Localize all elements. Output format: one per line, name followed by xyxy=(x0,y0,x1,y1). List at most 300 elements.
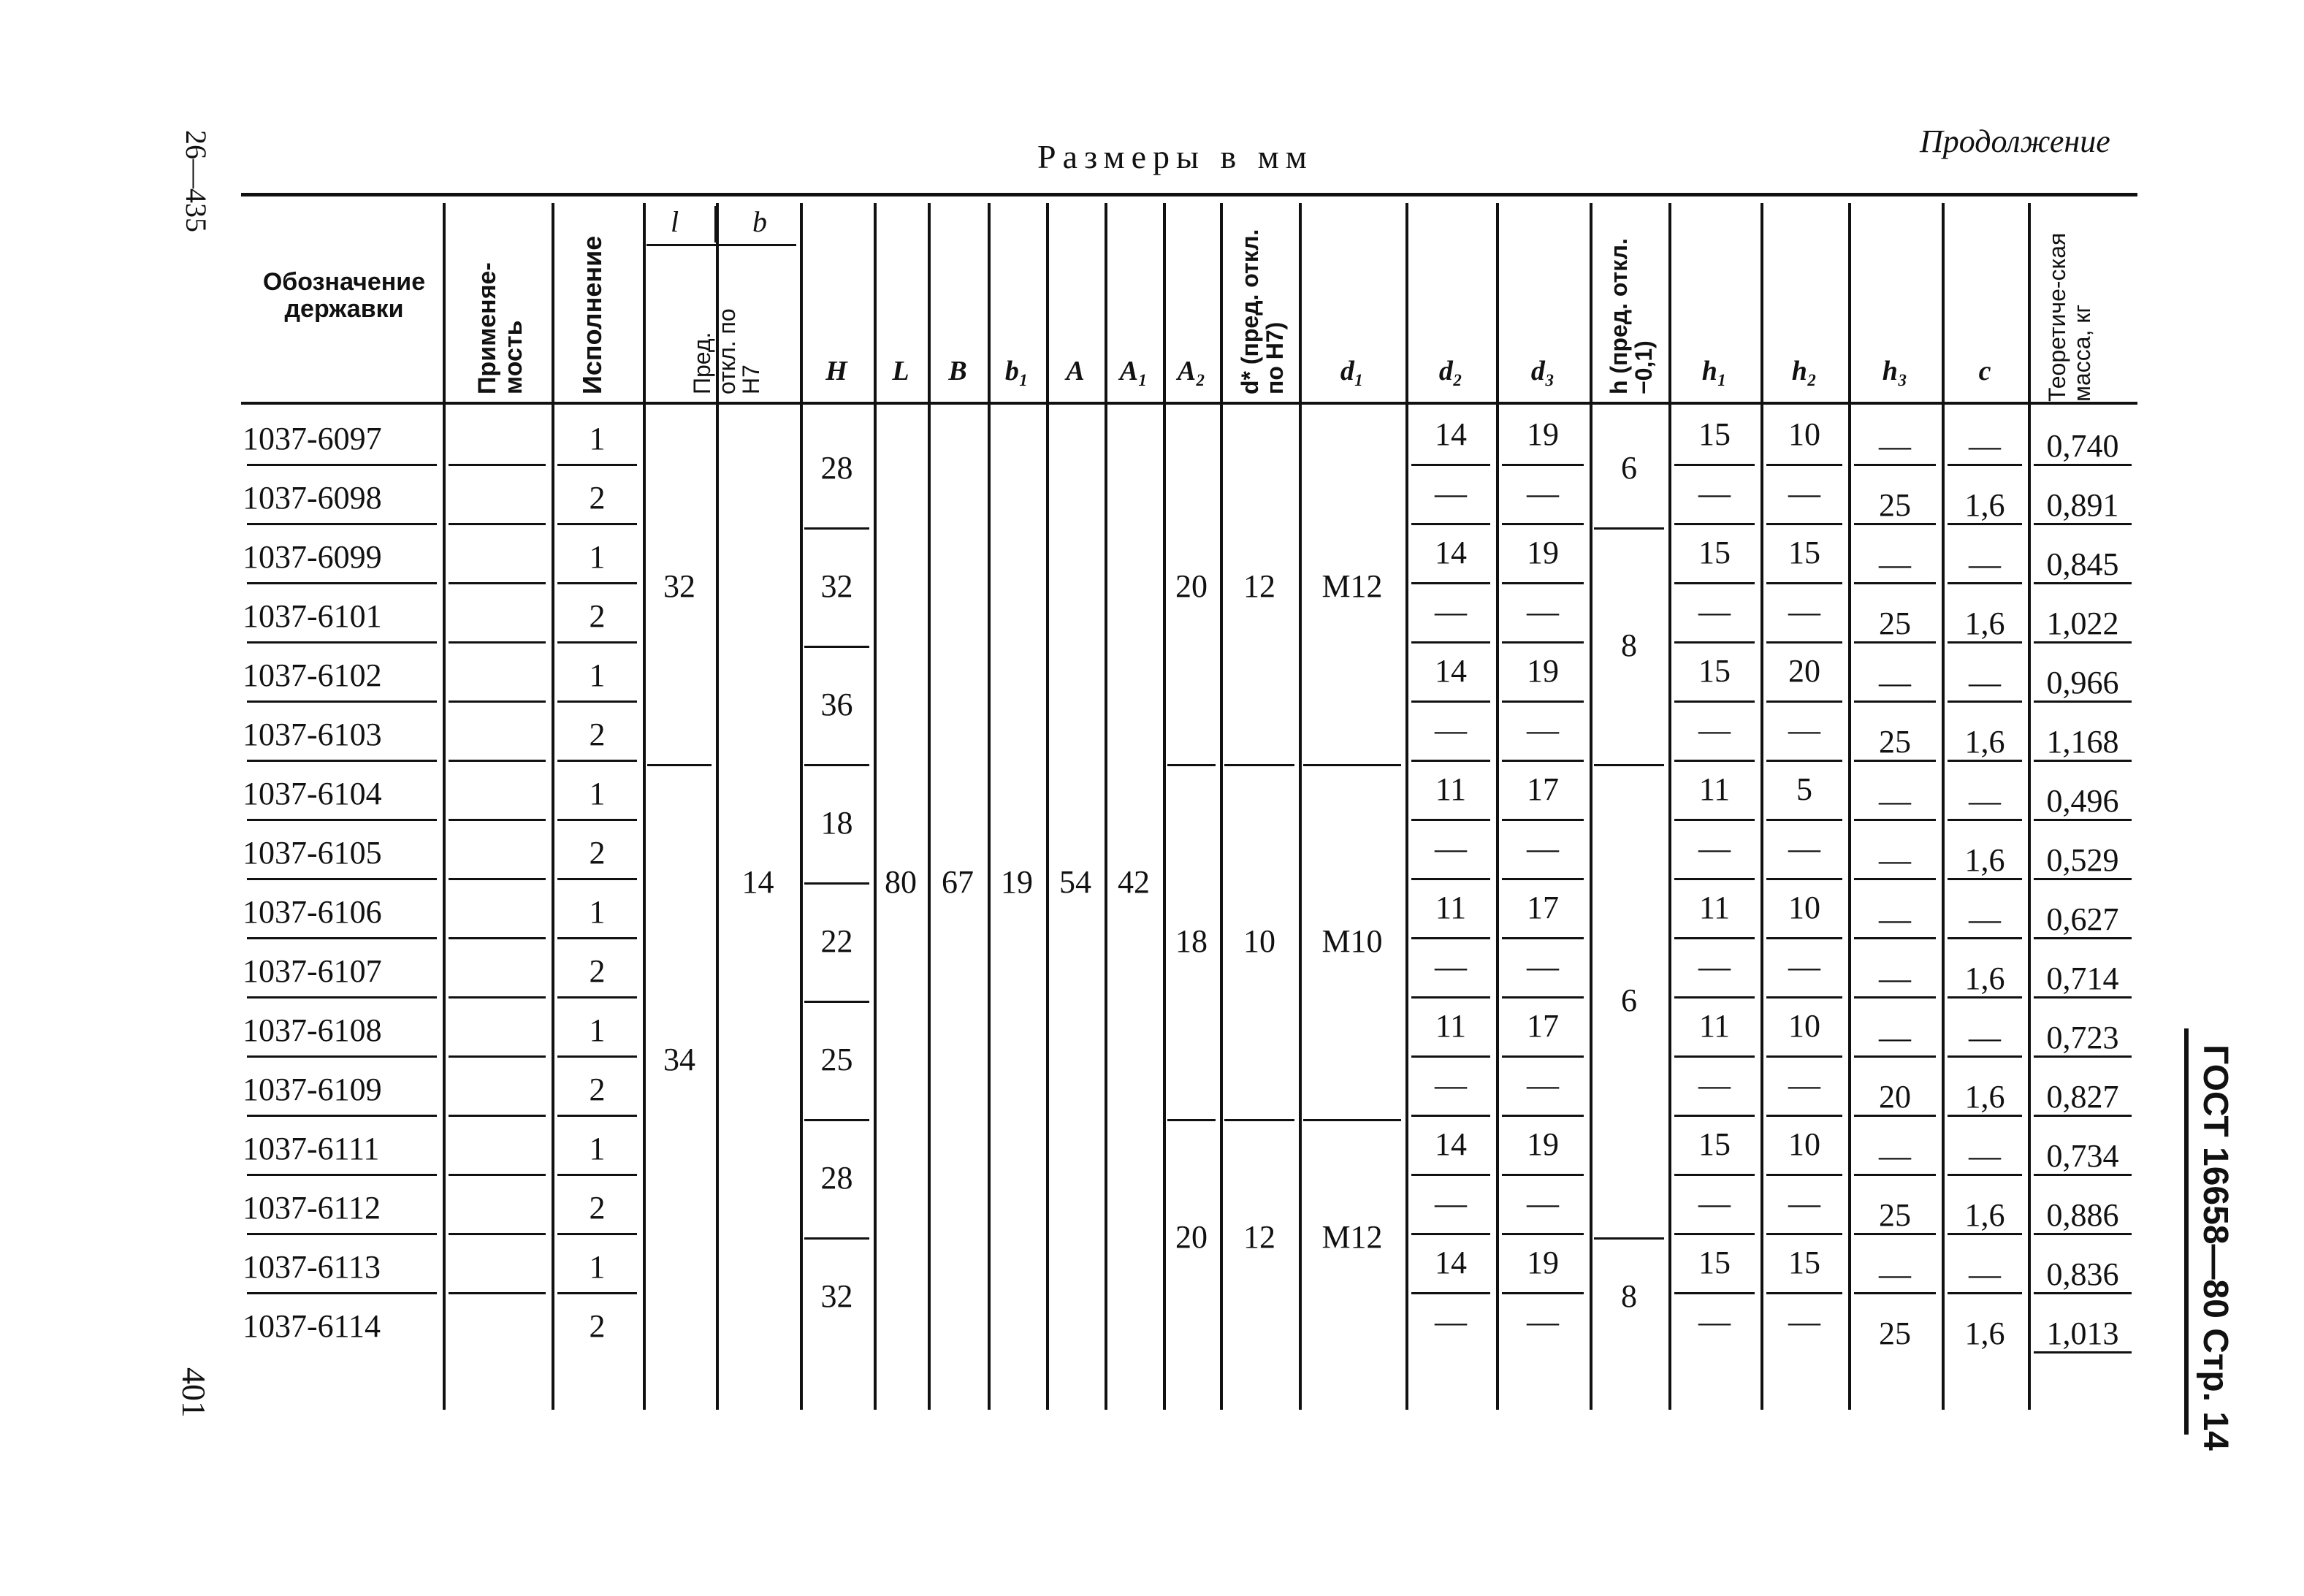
row-rule xyxy=(557,700,637,703)
d3-cell: — xyxy=(1527,1303,1559,1340)
h1-cell: — xyxy=(1698,475,1731,511)
header-applicability: Применяе-мость xyxy=(473,262,527,394)
A2-cell: 20 xyxy=(1175,1219,1208,1255)
d2-cell: — xyxy=(1435,475,1467,511)
h2-cell: 10 xyxy=(1788,1126,1820,1162)
row-rule xyxy=(1948,996,2022,999)
row-rule xyxy=(557,1292,637,1294)
row-rule xyxy=(1766,582,1842,584)
h3-cell: 25 xyxy=(1879,1315,1911,1351)
d3-cell: — xyxy=(1527,830,1559,866)
d-cell: 10 xyxy=(1243,923,1275,959)
h2-cell: 5 xyxy=(1796,771,1812,807)
h3-cell: — xyxy=(1879,960,1911,996)
row-rule xyxy=(1948,878,2022,880)
d3-cell: 19 xyxy=(1527,534,1559,570)
table-top-rule xyxy=(241,193,2137,196)
d3-cell: — xyxy=(1527,948,1559,985)
row-rule xyxy=(1766,1233,1842,1235)
d3-cell: 17 xyxy=(1527,771,1559,807)
mass-cell: 0,891 xyxy=(2046,486,2119,523)
h1-cell: 15 xyxy=(1698,1244,1731,1280)
d2-cell: — xyxy=(1435,1303,1467,1340)
h2-cell: — xyxy=(1788,1066,1820,1103)
h-cell: 8 xyxy=(1621,627,1637,663)
row-rule xyxy=(1766,1055,1842,1058)
row-rule xyxy=(1766,1115,1842,1117)
row-rule xyxy=(1411,937,1490,939)
d2-cell: 14 xyxy=(1435,1244,1467,1280)
header-h3: h₃ xyxy=(1882,356,1908,386)
d2-cell: — xyxy=(1435,711,1467,748)
h-cell: 6 xyxy=(1621,450,1637,486)
h1-cell: 15 xyxy=(1698,534,1731,570)
row-rule xyxy=(1766,819,1842,821)
row-rule xyxy=(557,878,637,880)
row-rule xyxy=(1674,1233,1755,1235)
header-mass: Теоретиче-ская масса, кг xyxy=(2044,232,2095,402)
row-rule xyxy=(1502,641,1584,644)
h-cell: 8 xyxy=(1621,1278,1637,1314)
d3-cell: — xyxy=(1527,711,1559,748)
merge-rule xyxy=(1167,764,1216,766)
A2-cell: 20 xyxy=(1175,568,1208,604)
h3-cell: — xyxy=(1879,664,1911,700)
c-cell: 1,6 xyxy=(1964,1078,2005,1115)
h2-cell: 10 xyxy=(1788,1007,1820,1044)
h2-cell: 15 xyxy=(1788,1244,1820,1280)
header-d3: d₃ xyxy=(1530,356,1555,386)
column-divider xyxy=(643,203,646,1410)
d3-cell: 19 xyxy=(1527,1126,1559,1162)
designation-cell: 1037-6103 xyxy=(243,716,382,752)
row-rule xyxy=(1502,878,1584,880)
header-A2: A₂ xyxy=(1177,356,1206,386)
row-rule xyxy=(1948,523,2022,525)
header-b: b xyxy=(752,205,767,238)
row-rule xyxy=(247,1233,437,1235)
row-rule xyxy=(1411,523,1490,525)
row-rule xyxy=(1854,1055,1936,1058)
designation-cell: 1037-6101 xyxy=(243,597,382,634)
row-rule xyxy=(1854,878,1936,880)
execution-cell: 1 xyxy=(589,893,606,930)
header-d1: d₁ xyxy=(1340,356,1365,386)
d3-cell: 19 xyxy=(1527,652,1559,689)
h-cell: 6 xyxy=(1621,982,1637,1018)
row-rule xyxy=(1854,819,1936,821)
row-rule xyxy=(2034,760,2132,762)
row-rule xyxy=(557,641,637,644)
header-d-star: d* (пред. откл. по H7) xyxy=(1237,229,1288,394)
header-h1: h₁ xyxy=(1701,356,1728,386)
merge-rule xyxy=(1594,527,1664,530)
c-cell: — xyxy=(1969,546,2001,582)
header-B: B xyxy=(948,356,967,386)
designation-cell: 1037-6107 xyxy=(243,952,382,989)
designation-cell: 1037-6113 xyxy=(243,1248,381,1285)
row-rule xyxy=(1854,641,1936,644)
h1-cell: — xyxy=(1698,1185,1731,1221)
row-rule xyxy=(1948,464,2022,466)
h1-cell: 11 xyxy=(1698,889,1731,925)
h2-cell: 10 xyxy=(1788,889,1820,925)
column-divider xyxy=(1105,203,1107,1410)
merge-rule xyxy=(1303,764,1401,766)
row-rule xyxy=(1766,878,1842,880)
H-cell: 25 xyxy=(820,1042,853,1077)
row-rule xyxy=(1502,760,1584,762)
column-divider xyxy=(1590,203,1592,1410)
h3-cell: 20 xyxy=(1879,1078,1911,1115)
row-rule xyxy=(2034,937,2132,939)
row-rule xyxy=(557,582,637,584)
row-rule xyxy=(1674,1115,1755,1117)
row-rule xyxy=(1411,464,1490,466)
standard-reference: ГОСТ 16658—80 Стр. 14 xyxy=(2196,1045,2235,1451)
row-rule xyxy=(1854,1233,1936,1235)
row-rule xyxy=(1766,523,1842,525)
h2-cell: 10 xyxy=(1788,416,1820,452)
c-cell: — xyxy=(1969,782,2001,819)
header-h: h (пред. откл. −0,1) xyxy=(1606,238,1657,394)
merge-rule xyxy=(804,1237,869,1240)
row-rule xyxy=(1766,996,1842,999)
row-rule xyxy=(2034,1292,2132,1294)
H-cell: 18 xyxy=(820,805,853,841)
d-cell: 12 xyxy=(1243,1219,1275,1255)
execution-cell: 2 xyxy=(589,479,606,516)
row-rule xyxy=(557,937,637,939)
row-rule xyxy=(449,700,546,703)
designation-cell: 1037-6112 xyxy=(243,1189,381,1226)
designation-cell: 1037-6097 xyxy=(243,420,382,457)
row-rule xyxy=(1411,1055,1490,1058)
merge-rule xyxy=(804,1001,869,1003)
row-rule xyxy=(449,523,546,525)
d2-cell: — xyxy=(1435,593,1467,630)
row-rule xyxy=(449,819,546,821)
d2-cell: — xyxy=(1435,1185,1467,1221)
row-rule xyxy=(1854,937,1936,939)
row-rule xyxy=(1674,1174,1755,1176)
header-l: l xyxy=(671,205,679,238)
A1-cell: 42 xyxy=(1118,864,1150,900)
column-divider xyxy=(1046,203,1049,1410)
execution-cell: 2 xyxy=(589,597,606,634)
row-rule xyxy=(449,996,546,999)
h2-cell: — xyxy=(1788,711,1820,748)
row-rule xyxy=(1854,996,1936,999)
h1-cell: — xyxy=(1698,593,1731,630)
L-cell: 80 xyxy=(885,864,917,900)
d3-cell: 19 xyxy=(1527,1244,1559,1280)
c-cell: — xyxy=(1969,1256,2001,1292)
merge-rule xyxy=(647,764,712,766)
row-rule xyxy=(247,641,437,644)
d-cell: 12 xyxy=(1243,568,1275,604)
row-rule xyxy=(1502,1292,1584,1294)
header-d2: d₂ xyxy=(1438,356,1463,386)
merge-rule xyxy=(1224,1119,1294,1121)
row-rule xyxy=(1411,1292,1490,1294)
designation-cell: 1037-6109 xyxy=(243,1071,382,1107)
row-rule xyxy=(1854,700,1936,703)
c-cell: 1,6 xyxy=(1964,841,2005,878)
units-caption: Размеры в мм xyxy=(1037,138,1313,175)
row-rule xyxy=(1502,1174,1584,1176)
H-cell: 32 xyxy=(820,1278,853,1314)
row-rule xyxy=(1854,1292,1936,1294)
header-bottom-rule xyxy=(241,402,2137,405)
merge-rule xyxy=(804,764,869,766)
row-rule xyxy=(1766,1292,1842,1294)
merge-rule xyxy=(1167,1119,1216,1121)
merge-rule xyxy=(1224,764,1294,766)
row-rule xyxy=(247,1292,437,1294)
lb-header-rule xyxy=(646,244,796,246)
row-rule xyxy=(1948,582,2022,584)
row-rule xyxy=(2034,1174,2132,1176)
d3-cell: — xyxy=(1527,593,1559,630)
row-rule xyxy=(1502,996,1584,999)
c-cell: — xyxy=(1969,901,2001,937)
execution-cell: 2 xyxy=(589,1189,606,1226)
d3-cell: — xyxy=(1527,475,1559,511)
H-cell: 28 xyxy=(820,1160,853,1196)
merge-rule xyxy=(804,646,869,648)
row-rule xyxy=(1948,937,2022,939)
row-rule xyxy=(1854,523,1936,525)
row-rule xyxy=(1502,582,1584,584)
row-rule xyxy=(2034,700,2132,703)
row-rule xyxy=(1411,878,1490,880)
h2-cell: 20 xyxy=(1788,652,1820,689)
h3-cell: — xyxy=(1879,901,1911,937)
row-rule xyxy=(1502,1115,1584,1117)
row-rule xyxy=(1948,641,2022,644)
row-rule xyxy=(247,996,437,999)
row-rule xyxy=(1854,760,1936,762)
row-rule xyxy=(1674,464,1755,466)
h2-cell: — xyxy=(1788,830,1820,866)
d3-cell: — xyxy=(1527,1185,1559,1221)
d2-cell: 14 xyxy=(1435,534,1467,570)
row-rule xyxy=(247,523,437,525)
c-cell: — xyxy=(1969,1019,2001,1055)
row-rule xyxy=(1411,582,1490,584)
row-rule xyxy=(1674,937,1755,939)
row-rule xyxy=(1502,819,1584,821)
row-rule xyxy=(1766,760,1842,762)
row-rule xyxy=(449,582,546,584)
h3-cell: — xyxy=(1879,546,1911,582)
row-rule xyxy=(1411,996,1490,999)
d2-cell: 14 xyxy=(1435,1126,1467,1162)
continuation-label: Продолжение xyxy=(1920,123,2110,159)
row-rule xyxy=(557,464,637,466)
header-h2: h₂ xyxy=(1791,356,1817,386)
row-rule xyxy=(1674,1292,1755,1294)
l-cell: 34 xyxy=(663,1042,695,1077)
row-rule xyxy=(247,1174,437,1176)
right-margin-rule xyxy=(2184,1028,2189,1435)
row-rule xyxy=(1948,1055,2022,1058)
designation-cell: 1037-6102 xyxy=(243,657,382,693)
execution-cell: 1 xyxy=(589,1248,606,1285)
c-cell: 1,6 xyxy=(1964,723,2005,760)
d3-cell: 17 xyxy=(1527,889,1559,925)
h2-cell: — xyxy=(1788,1185,1820,1221)
row-rule xyxy=(1674,996,1755,999)
row-rule xyxy=(1411,1174,1490,1176)
row-rule xyxy=(1502,937,1584,939)
mass-cell: 0,529 xyxy=(2046,841,2119,878)
row-rule xyxy=(557,760,637,762)
row-rule xyxy=(449,760,546,762)
execution-cell: 2 xyxy=(589,834,606,871)
row-rule xyxy=(1854,464,1936,466)
row-rule xyxy=(1674,878,1755,880)
row-rule xyxy=(449,1174,546,1176)
h1-cell: — xyxy=(1698,711,1731,748)
H-cell: 32 xyxy=(820,568,853,604)
execution-cell: 1 xyxy=(589,657,606,693)
mass-cell: 0,734 xyxy=(2046,1137,2119,1174)
row-rule xyxy=(1411,700,1490,703)
h3-cell: 25 xyxy=(1879,486,1911,523)
h2-cell: — xyxy=(1788,948,1820,985)
row-rule xyxy=(1948,1292,2022,1294)
execution-cell: 2 xyxy=(589,952,606,989)
row-rule xyxy=(1502,523,1584,525)
d1-cell: M12 xyxy=(1321,1219,1383,1255)
c-cell: 1,6 xyxy=(1964,1315,2005,1351)
row-rule xyxy=(449,878,546,880)
d1-cell: M12 xyxy=(1321,568,1383,604)
row-rule xyxy=(2034,1233,2132,1235)
mass-cell: 0,845 xyxy=(2046,546,2119,582)
row-rule xyxy=(247,760,437,762)
header-b1: b₁ xyxy=(1004,356,1029,386)
execution-cell: 2 xyxy=(589,716,606,752)
d2-cell: — xyxy=(1435,830,1467,866)
h1-cell: 15 xyxy=(1698,416,1731,452)
row-rule xyxy=(247,700,437,703)
execution-cell: 1 xyxy=(589,775,606,812)
column-divider xyxy=(874,203,877,1410)
row-rule xyxy=(2034,1055,2132,1058)
row-rule xyxy=(1674,700,1755,703)
execution-cell: 2 xyxy=(589,1307,606,1344)
header-A1: A₁ xyxy=(1119,356,1148,386)
row-rule xyxy=(1411,760,1490,762)
d3-cell: 17 xyxy=(1527,1007,1559,1044)
l-cell: 32 xyxy=(663,568,695,604)
row-rule xyxy=(1948,1233,2022,1235)
row-rule xyxy=(449,1233,546,1235)
row-rule xyxy=(1766,464,1842,466)
row-rule xyxy=(1766,641,1842,644)
column-divider xyxy=(928,203,931,1410)
execution-cell: 1 xyxy=(589,1012,606,1048)
h2-cell: 15 xyxy=(1788,534,1820,570)
B-cell: 67 xyxy=(942,864,974,900)
d1-cell: M10 xyxy=(1321,923,1383,959)
c-cell: 1,6 xyxy=(1964,1196,2005,1233)
d2-cell: 14 xyxy=(1435,416,1467,452)
h3-cell: — xyxy=(1879,1137,1911,1174)
h3-cell: — xyxy=(1879,841,1911,878)
c-cell: 1,6 xyxy=(1964,605,2005,641)
left-page-number: 401 xyxy=(175,1367,213,1418)
header-designation: Обозначение державки xyxy=(262,268,426,324)
row-rule xyxy=(1411,641,1490,644)
h3-cell: — xyxy=(1879,1256,1911,1292)
row-rule xyxy=(449,1115,546,1117)
h2-cell: — xyxy=(1788,593,1820,630)
row-rule xyxy=(449,1292,546,1294)
execution-cell: 2 xyxy=(589,1071,606,1107)
row-rule xyxy=(1674,760,1755,762)
h2-cell: — xyxy=(1788,1303,1820,1340)
mass-cell: 0,496 xyxy=(2046,782,2119,819)
row-rule xyxy=(557,1233,637,1235)
mass-cell: 0,627 xyxy=(2046,901,2119,937)
d2-cell: — xyxy=(1435,948,1467,985)
row-rule xyxy=(1948,1115,2022,1117)
row-rule xyxy=(1502,1055,1584,1058)
merge-rule xyxy=(804,882,869,885)
mass-cell: 0,886 xyxy=(2046,1196,2119,1233)
row-rule xyxy=(2034,1351,2132,1353)
row-rule xyxy=(1854,1174,1936,1176)
row-rule xyxy=(557,523,637,525)
row-rule xyxy=(1502,1233,1584,1235)
merge-rule xyxy=(804,1119,869,1121)
merge-rule xyxy=(1594,764,1664,766)
mass-cell: 1,022 xyxy=(2046,605,2119,641)
execution-cell: 1 xyxy=(589,420,606,457)
b-cell: 14 xyxy=(741,864,774,900)
row-rule xyxy=(557,1115,637,1117)
row-rule xyxy=(557,819,637,821)
c-cell: — xyxy=(1969,427,2001,464)
row-rule xyxy=(247,1115,437,1117)
row-rule xyxy=(1674,819,1755,821)
row-rule xyxy=(1674,582,1755,584)
designation-cell: 1037-6108 xyxy=(243,1012,382,1048)
row-rule xyxy=(2034,1115,2132,1117)
h1-cell: — xyxy=(1698,948,1731,985)
header-A: A xyxy=(1066,356,1085,386)
d2-cell: 11 xyxy=(1435,889,1467,925)
H-cell: 22 xyxy=(820,923,853,959)
mass-cell: 0,836 xyxy=(2046,1256,2119,1292)
header-c: c xyxy=(1978,356,1991,386)
left-page-code: 26—435 xyxy=(180,130,213,232)
execution-cell: 1 xyxy=(589,1130,606,1167)
row-rule xyxy=(247,878,437,880)
header-tolerance: Пред. откл. по H7 xyxy=(689,308,765,394)
header-execution: Исполнение xyxy=(577,235,607,394)
row-rule xyxy=(247,937,437,939)
row-rule xyxy=(1411,819,1490,821)
A-cell: 54 xyxy=(1059,864,1091,900)
row-rule xyxy=(247,582,437,584)
row-rule xyxy=(2034,996,2132,999)
row-rule xyxy=(2034,582,2132,584)
